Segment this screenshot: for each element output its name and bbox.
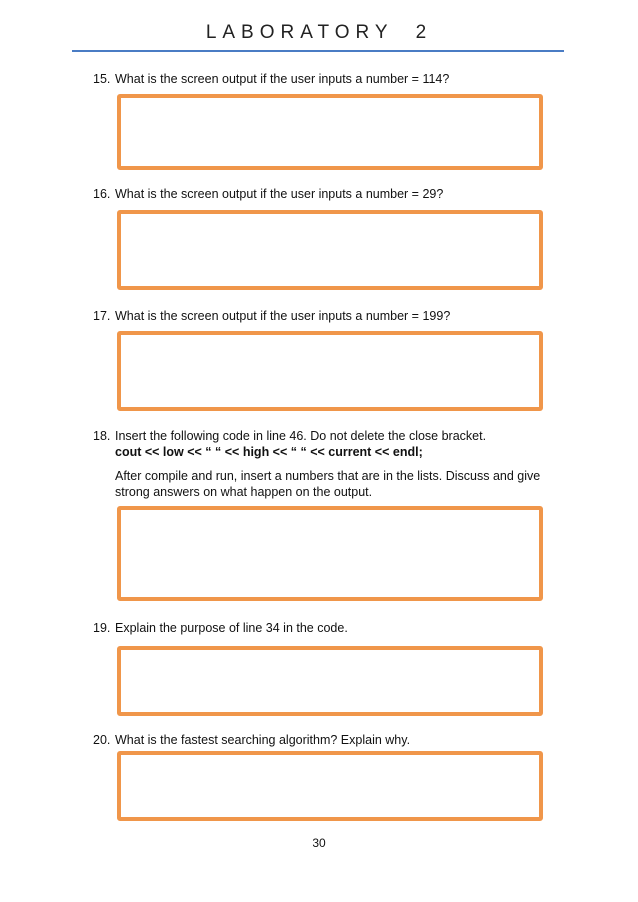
answer-box-17[interactable] bbox=[117, 331, 543, 411]
question-text: Insert the following code in line 46. Do not delete the close bracket. bbox=[115, 429, 487, 443]
header-lab-number: 2 bbox=[415, 22, 433, 43]
question-18 bbox=[93, 428, 553, 500]
answer-box-20[interactable] bbox=[117, 751, 543, 821]
question-17 bbox=[93, 308, 553, 324]
question-15 bbox=[93, 71, 553, 87]
question-number: 17. bbox=[93, 309, 111, 323]
page-header bbox=[0, 22, 638, 44]
question-19 bbox=[93, 620, 553, 636]
question-number: 20. bbox=[93, 733, 111, 747]
question-number: 15. bbox=[93, 72, 111, 86]
question-16 bbox=[93, 186, 553, 202]
question-text: What is the screen output if the user inputs a number = 199? bbox=[115, 309, 451, 323]
question-text: What is the screen output if the user inputs a number = 29? bbox=[115, 187, 444, 201]
question-text: What is the screen output if the user inputs a number = 114? bbox=[115, 72, 450, 86]
question-instructions: After compile and run, insert a numbers that are in the lists. Discuss and give strong answers on what happen on the output. bbox=[115, 469, 541, 499]
answer-box-16[interactable] bbox=[117, 210, 543, 290]
answer-box-15[interactable] bbox=[117, 94, 543, 170]
question-number: 18. bbox=[93, 429, 111, 443]
question-text: What is the fastest searching algorithm? Explain why. bbox=[115, 733, 411, 747]
question-number: 19. bbox=[93, 621, 111, 635]
answer-box-19[interactable] bbox=[117, 646, 543, 716]
code-snippet: cout << low << “ “ << high << “ “ << current << endl; bbox=[115, 445, 423, 459]
page-number: 30 bbox=[312, 836, 326, 850]
header-divider bbox=[72, 50, 564, 52]
question-number: 16. bbox=[93, 187, 111, 201]
question-20 bbox=[93, 732, 553, 748]
header-title: LABORATORY bbox=[205, 22, 394, 43]
question-text: Explain the purpose of line 34 in the code. bbox=[115, 621, 348, 635]
answer-box-18[interactable] bbox=[117, 506, 543, 601]
